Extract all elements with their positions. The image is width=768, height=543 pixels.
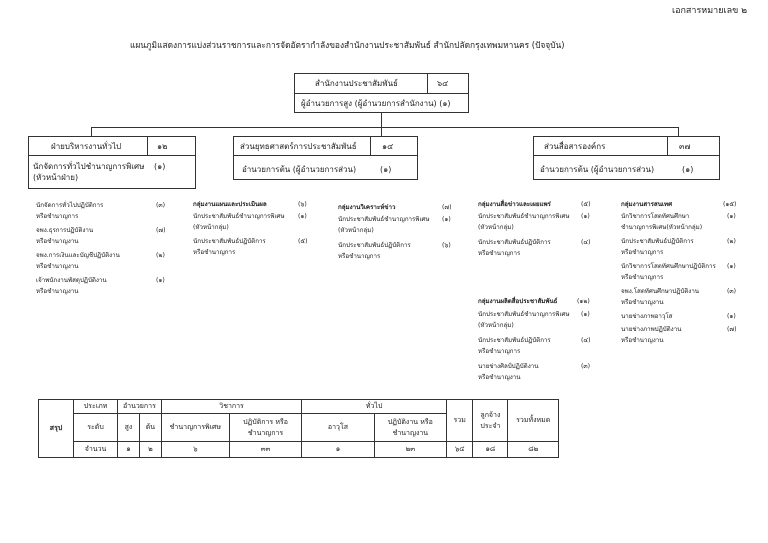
list-item-count: (๑) (156, 277, 165, 284)
list-item: นักวิชาการโสตทัศนศึกษา (621, 213, 690, 220)
summary-header: รวมทั้งหมด (508, 400, 559, 442)
list-item: นายช่างศิลป์ปฏิบัติงาน (478, 363, 539, 370)
list-item: หรือชำนาญการ (36, 213, 79, 220)
group-title: กลุ่มงานวิเคราะห์ข่าว (338, 204, 396, 211)
list-item-count: (๓) (581, 363, 591, 370)
division-count: ๓๗ (679, 142, 691, 151)
list-item: หรือชำนาญการ (478, 348, 521, 355)
page-title: แผนภูมิแสดงการแบ่งส่วนราชการและการจัดอัตรากำลังของสำนักงานประชาสัมพันธ์ สำนักปลัดกรุงเทพมหานคร (ปัจจุบัน) (130, 40, 565, 50)
connector (91, 127, 92, 136)
list-item: หรือชำนาญการ (621, 274, 664, 281)
division-head-note: (หัวหน้าฝ่าย) (33, 173, 79, 182)
summary-cell: ๒๓ (374, 442, 446, 458)
summary-table (38, 399, 559, 458)
list-item: เจ้าพนักงานพัสดุปฏิบัติงาน (36, 277, 107, 284)
summary-header: ต้น (139, 414, 161, 442)
summary-header: ลูกจ้างประจำ (473, 400, 508, 442)
list-item: หรือชำนาญงาน (478, 374, 521, 381)
list-item-count: (๑) (298, 213, 307, 220)
list-item: (หัวหน้ากลุ่ม) (478, 224, 514, 231)
list-item-count: (๑) (442, 216, 451, 223)
division-head-count: (๑) (380, 165, 392, 174)
list-item-count: (๔) (581, 337, 591, 344)
summary-header: อำนวยการ (117, 400, 161, 414)
summary-header: ชำนาญการพิเศษ (161, 414, 229, 442)
summary-cell: ๓๓ (229, 442, 301, 458)
group-title: กลุ่มงานผลิตสื่อประชาสัมพันธ์ (478, 298, 558, 305)
summary-header: สูง (117, 414, 139, 442)
top-unit-count: ๖๔ (437, 79, 449, 88)
list-item-count: (๑) (727, 313, 736, 320)
list-item: นักจัดการทั่วไปปฏิบัติการ (36, 202, 104, 209)
list-item: (หัวหน้ากลุ่ม) (338, 227, 374, 234)
summary-header: ปฏิบัติงาน หรือชำนาญงาน (374, 414, 446, 442)
list-item: นักประชาสัมพันธ์ปฏิบัติการ (338, 242, 411, 249)
division-head-count: (๑) (682, 165, 694, 174)
summary-cell: ๖๔ (447, 442, 473, 458)
connector (91, 127, 678, 128)
division-count: ๑๔ (382, 142, 394, 151)
list-item: (หัวหน้ากลุ่ม) (193, 224, 229, 231)
list-item: หรือชำนาญการ (621, 249, 664, 256)
list-item: นักวิชาการโสตทัศนศึกษาปฏิบัติการ (621, 263, 716, 270)
division-head: นักจัดการทั่วไปชำนาญการพิเศษ (33, 162, 145, 171)
summary-header: อาวุโส (302, 414, 374, 442)
summary-header: ปฏิบัติการ หรือชำนาญการ (229, 414, 301, 442)
list-item-count: (๗) (727, 326, 737, 333)
summary-header: ระดับ (74, 414, 118, 442)
summary-header: ทั่วไป (302, 400, 447, 414)
summary-label: สรุป (39, 400, 74, 458)
division-name: ฝ่ายบริหารงานทั่วไป (51, 142, 122, 151)
list-item: นักประชาสัมพันธ์ปฏิบัติการ (621, 238, 694, 245)
list-item: (หัวหน้ากลุ่ม) (478, 322, 514, 329)
group-title: กลุ่มงานสารสนเทศ (621, 201, 673, 208)
list-item: นักประชาสัมพันธ์ชำนาญการพิเศษ (478, 213, 570, 220)
list-item: จพง.ธุรการปฏิบัติงาน (36, 227, 94, 234)
list-item: นายช่างภาพปฏิบัติงาน (621, 326, 682, 333)
division-head: อำนวยการต้น (ผู้อำนวยการส่วน) (540, 165, 655, 174)
division-name: ส่วนยุทธศาสตร์การประชาสัมพันธ์ (240, 142, 357, 151)
list-item-count: (๑) (727, 213, 736, 220)
division-box-admin (28, 136, 196, 189)
list-item: หรือชำนาญงาน (36, 238, 79, 245)
list-item-count: (๖) (442, 242, 451, 249)
group-title: กลุ่มงานสื่อข่าวและเผยแพร่ (478, 201, 551, 208)
top-unit-box (294, 73, 469, 113)
list-item: หรือชำนาญการ (478, 250, 521, 257)
list-item: นักประชาสัมพันธ์ปฏิบัติการ (478, 239, 551, 246)
list-item-count: (๑) (581, 311, 590, 318)
group-count: (๑๒) (577, 298, 590, 305)
list-item-count: (๑) (727, 263, 736, 270)
summary-header: รวม (447, 400, 473, 442)
list-item: หรือชำนาญงาน (621, 337, 664, 344)
summary-cell: ๖ (161, 442, 229, 458)
list-item: นักประชาสัมพันธ์ชำนาญการพิเศษ (478, 311, 570, 318)
connector (381, 127, 382, 136)
list-item: หรือชำนาญงาน (36, 263, 79, 270)
summary-cell: ๑ (302, 442, 374, 458)
division-box-communication (533, 136, 720, 180)
summary-cell: ๑ (117, 442, 139, 458)
connector (678, 127, 679, 136)
list-item: นักประชาสัมพันธ์ชำนาญการพิเศษ (338, 216, 430, 223)
list-item: จพง.การเงินและบัญชีปฏิบัติงาน (36, 252, 120, 259)
list-item-count: (๗) (156, 227, 166, 234)
list-item: หรือชำนาญงาน (621, 299, 664, 306)
list-item: หรือชำนาญการ (193, 249, 236, 256)
division-head-count: (๑) (154, 162, 166, 171)
group-count: (๑๕) (723, 201, 737, 208)
list-item: หรือชำนาญงาน (36, 288, 79, 295)
list-item-count: (๓) (727, 288, 737, 295)
division-box-strategy (233, 136, 418, 180)
list-item-count: (๒) (727, 238, 736, 245)
list-item: จพง.โสตทัศนศึกษาปฏิบัติงาน (621, 288, 700, 295)
summary-cell: ๒ (139, 442, 161, 458)
top-unit-name: สำนักงานประชาสัมพันธ์ (315, 79, 398, 88)
list-item: ชำนาญการพิเศษ(หัวหน้ากลุ่ม) (621, 224, 703, 231)
document-number: เอกสารหมายเลข ๒ (672, 6, 748, 16)
list-item: หรือชำนาญการ (338, 253, 381, 260)
group-count: (๕) (581, 201, 591, 208)
summary-header: วิชาการ (161, 400, 301, 414)
connector (381, 113, 382, 127)
list-item-count: (๓) (156, 202, 166, 209)
list-item: นายช่างภาพอาวุโส (621, 313, 673, 320)
list-item-count: (๒) (156, 252, 165, 259)
division-count: ๑๒ (157, 142, 168, 151)
list-item: นักประชาสัมพันธ์ชำนาญการพิเศษ (193, 213, 285, 220)
list-item-count: (๕) (298, 238, 308, 245)
summary-cell: ๑๘ (473, 442, 508, 458)
list-item-count: (๑) (581, 213, 590, 220)
list-item-count: (๔) (581, 239, 591, 246)
summary-header: ประเภท (74, 400, 118, 414)
division-name: ส่วนสื่อสารองค์กร (544, 142, 606, 151)
group-count: (๗) (442, 204, 452, 211)
group-count: (๖) (298, 201, 307, 208)
list-item: นักประชาสัมพันธ์ปฏิบัติการ (193, 238, 266, 245)
top-unit-head: ผู้อำนวยการสูง (ผู้อำนวยการสำนักงาน) (๑) (301, 99, 451, 108)
group-title: กลุ่มงานแผนและประเมินผล (193, 201, 267, 208)
list-item: นักประชาสัมพันธ์ปฏิบัติการ (478, 337, 551, 344)
summary-header: จำนวน (74, 442, 118, 458)
division-head: อำนวยการต้น (ผู้อำนวยการส่วน) (242, 165, 357, 174)
summary-cell: ๘๒ (508, 442, 559, 458)
